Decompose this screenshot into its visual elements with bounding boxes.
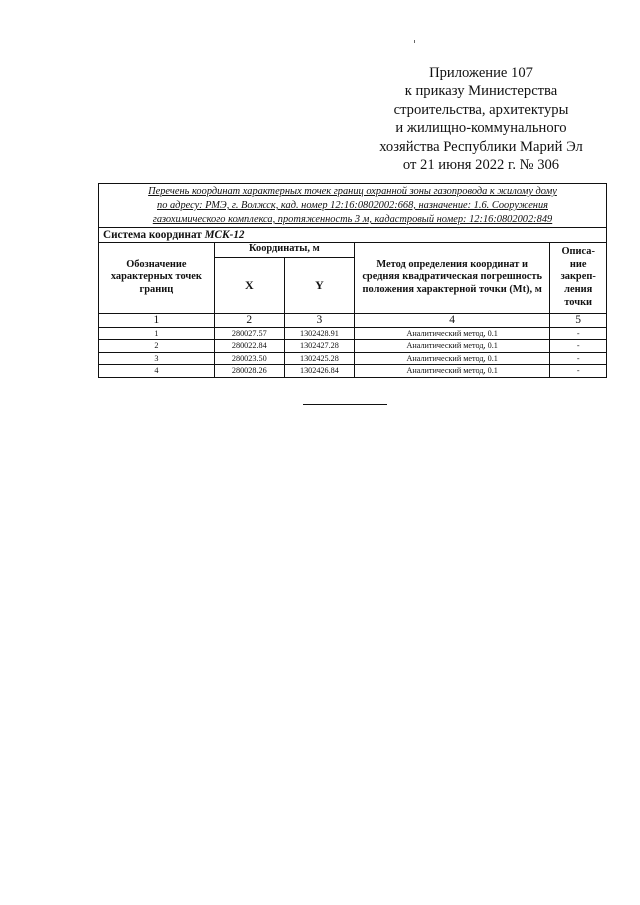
fixing-description: - (550, 340, 606, 353)
header-line: и жилищно-коммунального (395, 120, 567, 137)
column-number: 1 (99, 313, 214, 327)
caption-line: Перечень координат характерных точек границ охранной зоны газопровода к жилому дому (148, 186, 557, 197)
coord-y: 1302427.28 (284, 340, 354, 353)
header-line: от 21 июня 2022 г. № 306 (402, 157, 560, 174)
header-line: Приложение 107 (429, 65, 533, 81)
fixing-description: - (550, 352, 606, 365)
coord-x: 280022.84 (214, 340, 284, 353)
point-id: 1 (99, 327, 214, 340)
coordinates-table (99, 243, 606, 377)
coord-x: 280028.26 (214, 365, 284, 377)
header-line: хозяйства Республики Марий Эл (379, 138, 583, 155)
header-description: Описа-ние закреп-ления точки (550, 243, 606, 313)
point-id: 3 (99, 352, 214, 365)
coordinate-system-label: Система координат (103, 229, 202, 241)
table-row (99, 352, 606, 365)
appendix-header (350, 64, 612, 174)
table-caption (99, 184, 606, 228)
coord-x: 280023.50 (214, 352, 284, 365)
coordinate-system-name: МСК-12 (204, 229, 245, 241)
coordinates-frame (98, 183, 607, 378)
point-id: 4 (99, 365, 214, 377)
table-row (99, 327, 606, 340)
caption-line: газохимического комплекса, протяженность 3 м, кадастровый номер: 12:16:0802002:849 (152, 214, 553, 225)
column-number: 3 (284, 313, 354, 327)
header-designation: Обозначение характерных точек границ (99, 243, 214, 313)
coord-y: 1302426.84 (284, 365, 354, 377)
coord-y: 1302425.28 (284, 352, 354, 365)
method: Аналитический метод, 0.1 (354, 340, 549, 353)
closing-rule (303, 404, 387, 405)
table-row (99, 340, 606, 353)
header-x: X (214, 257, 284, 313)
header-method: Метод определения координат и средняя квадратическая погрешность положения характерной точки (Mt), м (354, 243, 549, 313)
coord-y: 1302428.91 (284, 327, 354, 340)
header-coordinates: Координаты, м (214, 243, 354, 257)
fixing-description: - (550, 327, 606, 340)
column-number: 4 (354, 313, 549, 327)
coord-x: 280027.57 (214, 327, 284, 340)
column-number: 2 (214, 313, 284, 327)
fixing-description: - (550, 365, 606, 377)
scan-speck (414, 40, 415, 43)
method: Аналитический метод, 0.1 (354, 365, 549, 377)
column-number: 5 (550, 313, 606, 327)
header-line: строительства, архитектуры (393, 101, 569, 118)
header-y: Y (284, 257, 354, 313)
method: Аналитический метод, 0.1 (354, 327, 549, 340)
method: Аналитический метод, 0.1 (354, 352, 549, 365)
caption-line: по адресу: РМЭ, г. Волжск, кад. номер 12:16:0802002:668, назначение: 1.6. Сооружения (157, 200, 548, 211)
coordinate-system (99, 228, 606, 243)
point-id: 2 (99, 340, 214, 353)
table-row (99, 365, 606, 377)
header-line: к приказу Министерства (404, 83, 558, 100)
